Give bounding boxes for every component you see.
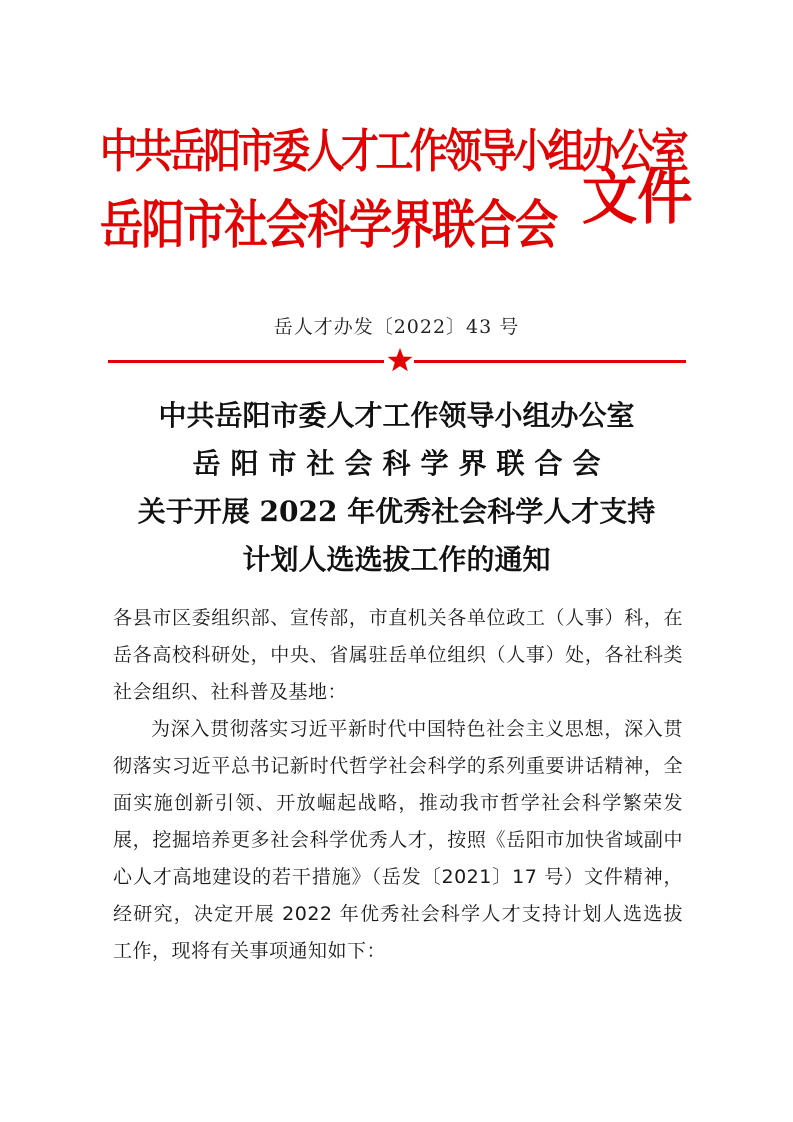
salutation: 各县市区委组织部、宣传部，市直机关各单位政工（人事）科，在岳各高校科研处，中央、省属驻岳单位组织（人事）处，各社科类社会组织、社科普及基地： — [113, 607, 683, 703]
document-number: 岳人才办发〔2022〕43 号 — [273, 316, 520, 338]
star-icon — [386, 346, 414, 374]
issuer-name-line-2: 岳阳市社会科学界联合会 — [100, 196, 557, 256]
red-divider-left — [108, 360, 384, 363]
issuer-name-line-1: 中共岳阳市委人才工作领导小组办公室 — [100, 124, 686, 178]
title-line: 中共岳阳市委人才工作领导小组办公室 — [158, 399, 635, 432]
title-line: 关于开展 2022 年优秀社会科学人才支持 — [137, 495, 656, 528]
red-divider-right — [414, 360, 686, 363]
notice-title — [0, 392, 793, 584]
body-paragraph: 为深入贯彻落实习近平新时代中国特色社会主义思想，深入贯彻落实习近平总书记新时代哲学社会科学的系列重要讲话精神，全面实施创新引领、开放崛起战略，推动我市哲学社会科学繁荣发展，挖掘培养更多社会科学优秀人才，按照《岳阳市加快省域副中心人才高地建设的若干措施》（岳发〔2021〕17 号）文件精神，经研究，决定开展 2022 年优秀社会科学人才支持计划人选选拔工作，现将有关事项通知如下： — [113, 718, 683, 962]
document-suffix: 文件 — [582, 163, 693, 233]
title-line: 岳阳市社会科学界联合会 — [192, 447, 611, 480]
title-line: 计划人选选拔工作的通知 — [242, 543, 551, 576]
notice-body — [113, 600, 683, 970]
